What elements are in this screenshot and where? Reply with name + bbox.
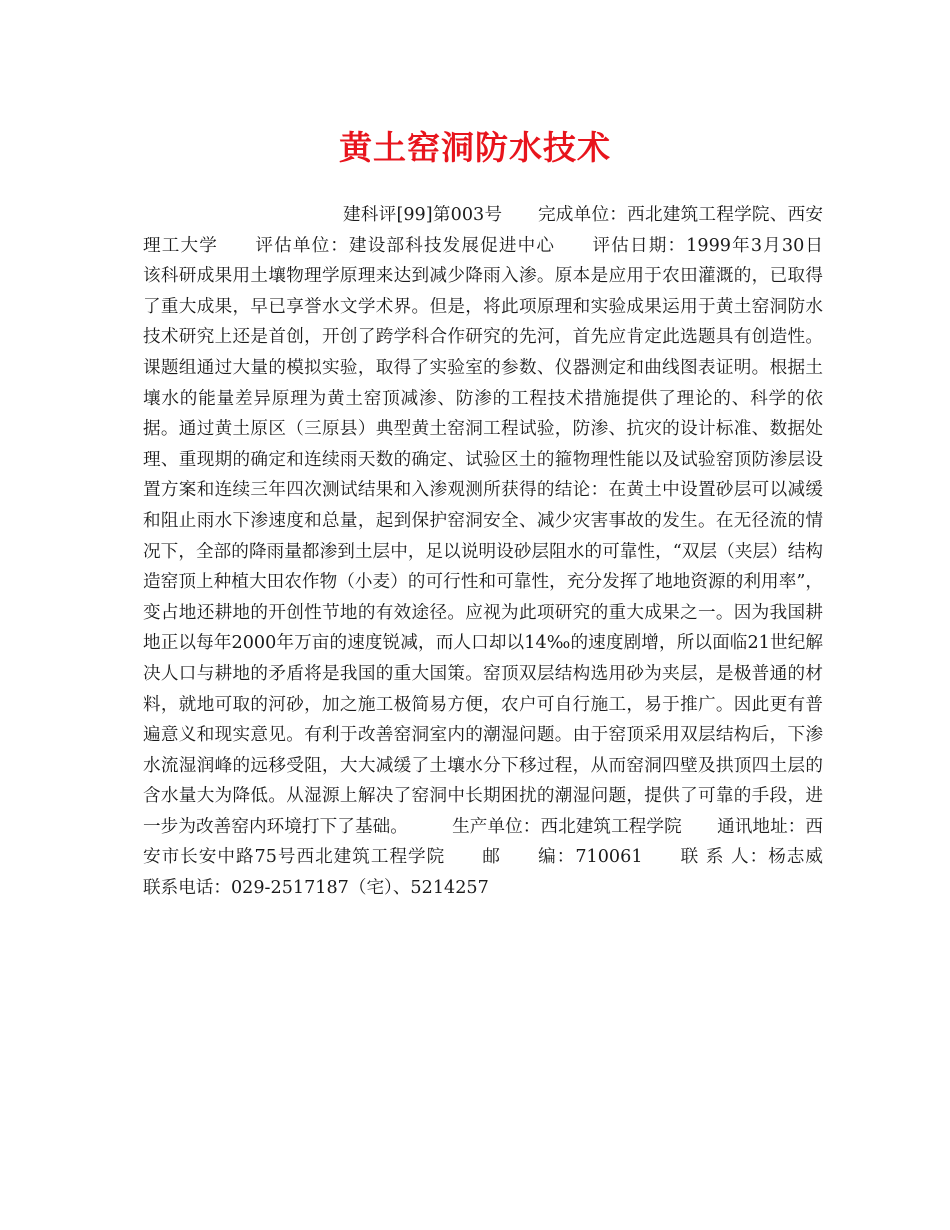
document-body bbox=[143, 200, 894, 904]
document-title: 黄土窑洞防水技术 bbox=[339, 128, 611, 167]
body-paragraph: 建科评[99]第003号 完成单位：西北建筑工程学院、西安理工大学 评估单位：建设部科技发展促进中心 评估日期：1999年3月30日 该科研成果用土壤物理学原理来达到减少降雨入渗。原本是应用于农田灌溉的，已取得了重大成果，早已享誉水文学术界。但是，将此项原理和实验成果运用于黄土窑洞防水技术研究上还是首创，开创了跨学科合作研究的先河，首先应肯定此选题具有创造性。课题组通过大量的模拟实验，取得了实验室的参数、仪器测定和曲线图表证明。根据土壤水的能量差异原理为黄土窑顶减渗、防渗的工程技术措施提供了理论的、科学的依据。通过黄土原区（三原县）典型黄土窑洞工程试验，防渗、抗灾的设计标准、数据处理、重现期的确定和连续雨天数的确定、试验区土的箍物理性能以及试验窑顶防渗层设置方案和连续三年四次测试结果和入渗观测所获得的结论：在黄土中设置砂层可以减缓和阻止雨水下渗速度和总量，起到保护窑洞安全、减少灾害事故的发生。在无径流的情况下，全部的降雨量都渗到土层中，足以说明设砂层阻水的可靠性，“双层（夹层）结构造窑顶上种植大田农作物（小麦）的可行性和可靠性，充分发挥了地地资源的利用率”，变占地还耕地的开创性节地的有效途径。应视为此项研究的重大成果之一。因为我国耕地正以每年2000年万亩的速度锐减，而人口却以14‰的速度剧增，所以面临21世纪解决人口与耕地的矛盾将是我国的重大国策。窑顶双层结构选用砂为夹层，是极普通的材料，就地可取的河砂，加之施工极简易方便，农户可自行施工，易于推广。因此更有普遍意义和现实意见。有利于改善窑洞室内的潮湿问题。由于窑顶采用双层结构后，下渗水流湿润峰的远移受阻，大大减缓了土壤水分下移过程，从而窑洞四壁及拱顶四土层的含水量大为降低。从湿源上解决了窑洞中长期困扰的潮湿问题，提供了可靠的手段，进一步为改善窑内环境打下了基础。 生产单位：西北建筑工程学院 通讯地址：西安市长安中路75号西北建筑工程学院 邮 编：710061 联 系 人：杨志威 联系电话：029-2517187（宅）、5214257 bbox=[143, 205, 894, 899]
